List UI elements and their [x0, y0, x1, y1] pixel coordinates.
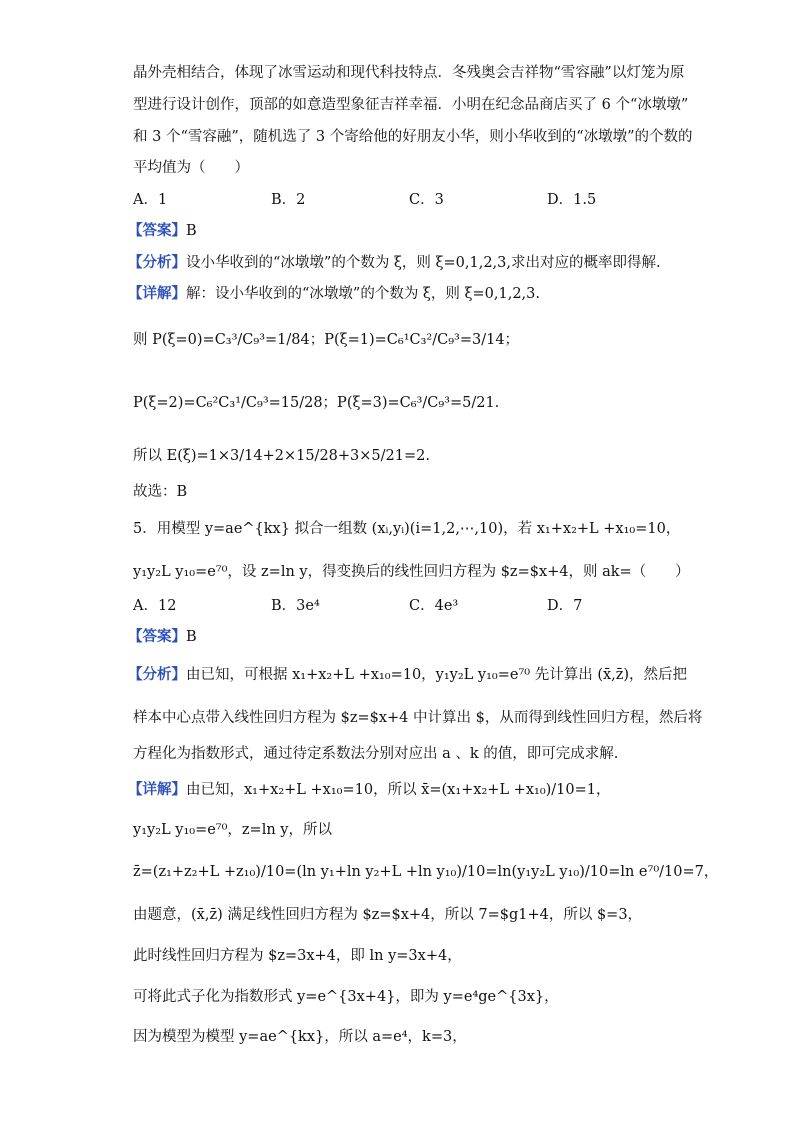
q4-answer-tag: 【答案】	[128, 222, 186, 239]
q5-detail-line-5: 此时线性回归方程为 $z=3x+4，即 ln y=3x+4，	[133, 948, 462, 964]
q5-answer	[128, 627, 197, 647]
q5-analysis-tag: 【分析】	[128, 666, 186, 683]
q4-detail-line-3: P(ξ=2)=C₆²C₃¹/C₉³=15/28；P(ξ=3)=C₆³/C₉³=5/21.	[133, 395, 500, 411]
q5-analysis-text-1: 由已知，可根据 x₁+x₂+L +x₁₀=10，y₁y₂L y₁₀=e⁷⁰ 先计算出 (x̄,z̄)，然后把	[186, 667, 688, 683]
q5-detail-line-3: z̄=(z₁+z₂+L +z₁₀)/10=(ln y₁+ln y₂+L +ln y₁₀)/10=ln(y₁y₂L y₁₀)/10=ln e⁷⁰/10=7，	[133, 864, 719, 880]
q4-detail-line-2: 则 P(ξ=0)=C₃³/C₉³=1/84；P(ξ=1)=C₆¹C₃²/C₉³=3/14；	[133, 332, 520, 348]
q5-choice-c: C．4e³	[409, 598, 459, 614]
q4-detail-line-4: 所以 E(ξ)=1×3/14+2×15/28+3×5/21=2.	[133, 448, 430, 464]
q4-stem-line-3: 和 3 个“雪容融”，随机选了 3 个寄给他的好朋友小华，则小华收到的“冰墩墩”的个数的	[133, 129, 693, 145]
q5-detail-line-1	[128, 780, 611, 800]
q4-answer	[128, 221, 197, 241]
q4-choice-d: D．1.5	[547, 192, 597, 208]
q5-answer-value: B	[186, 629, 197, 645]
q4-detail-line-1	[128, 284, 540, 304]
q4-analysis	[128, 253, 661, 273]
q5-detail-tag: 【详解】	[128, 781, 186, 798]
q5-analysis-line-2: 样本中心点带入线性回归方程为 $z=$x+4 中计算出 $，从而得到线性回归方程，然后将	[133, 710, 703, 726]
q4-stem-line-2: 型进行设计创作，顶部的如意造型象征吉祥幸福．小明在纪念品商店买了 6 个“冰墩墩”	[133, 97, 689, 113]
q5-detail-line-2: y₁y₂L y₁₀=e⁷⁰，z=ln y，所以	[133, 822, 332, 838]
q5-detail-line-7: 因为模型为模型 y=ae^{kx}，所以 a=e⁴，k=3，	[133, 1029, 467, 1045]
q4-stem-line-1: 晶外壳相结合，体现了冰雪运动和现代科技特点．冬残奥会吉祥物“雪容融”以灯笼为原	[133, 65, 685, 81]
q5-detail-line-4: 由题意，(x̄,z̄) 满足线性回归方程为 $z=$x+4，所以 7=$g1+4，所以 $=3，	[133, 907, 643, 923]
q5-detail-text-1: 由已知，x₁+x₂+L +x₁₀=10，所以 x̄=(x₁+x₂+L +x₁₀)/10=1，	[186, 782, 611, 798]
q5-detail-line-6: 可将此式子化为指数形式 y=e^{3x+4}，即为 y=e⁴ge^{3x}，	[133, 989, 559, 1005]
q4-choice-b: B．2	[271, 192, 306, 208]
q5-choice-b: B．3e⁴	[271, 598, 320, 614]
q4-answer-value: B	[186, 223, 197, 239]
q4-detail-line-5: 故选：B	[133, 484, 188, 500]
q5-stem-line-2: y₁y₂L y₁₀=e⁷⁰，设 z=ln y，得变换后的线性回归方程为 $z=$x+4，则 ak=（ ）	[133, 564, 690, 580]
q4-detail-text-1: 解：设小华收到的“冰墩墩”的个数为 ξ，则 ξ=0,1,2,3.	[186, 286, 541, 302]
q4-analysis-text: 设小华收到的“冰墩墩”的个数为 ξ，则 ξ=0,1,2,3,求出对应的概率即得解.	[186, 255, 661, 271]
q4-choice-a: A．1	[133, 192, 168, 208]
q4-stem-line-4: 平均值为（ ）	[133, 160, 249, 176]
q5-analysis-line-3: 方程化为指数形式，通过待定系数法分别对应出 a 、k 的值，即可完成求解.	[133, 746, 619, 762]
q5-choice-a: A．12	[133, 598, 177, 614]
q5-choice-d: D．7	[547, 598, 583, 614]
q5-answer-tag: 【答案】	[128, 628, 186, 645]
q5-stem-line-1: 5．用模型 y=ae^{kx} 拟合一组数 (xᵢ,yᵢ)(i=1,2,⋯,10)，若 x₁+x₂+L +x₁₀=10，	[133, 521, 681, 537]
q4-analysis-tag: 【分析】	[128, 254, 186, 271]
q4-choice-c: C．3	[409, 192, 444, 208]
q4-detail-tag: 【详解】	[128, 285, 186, 302]
q5-analysis-line-1	[128, 665, 687, 685]
